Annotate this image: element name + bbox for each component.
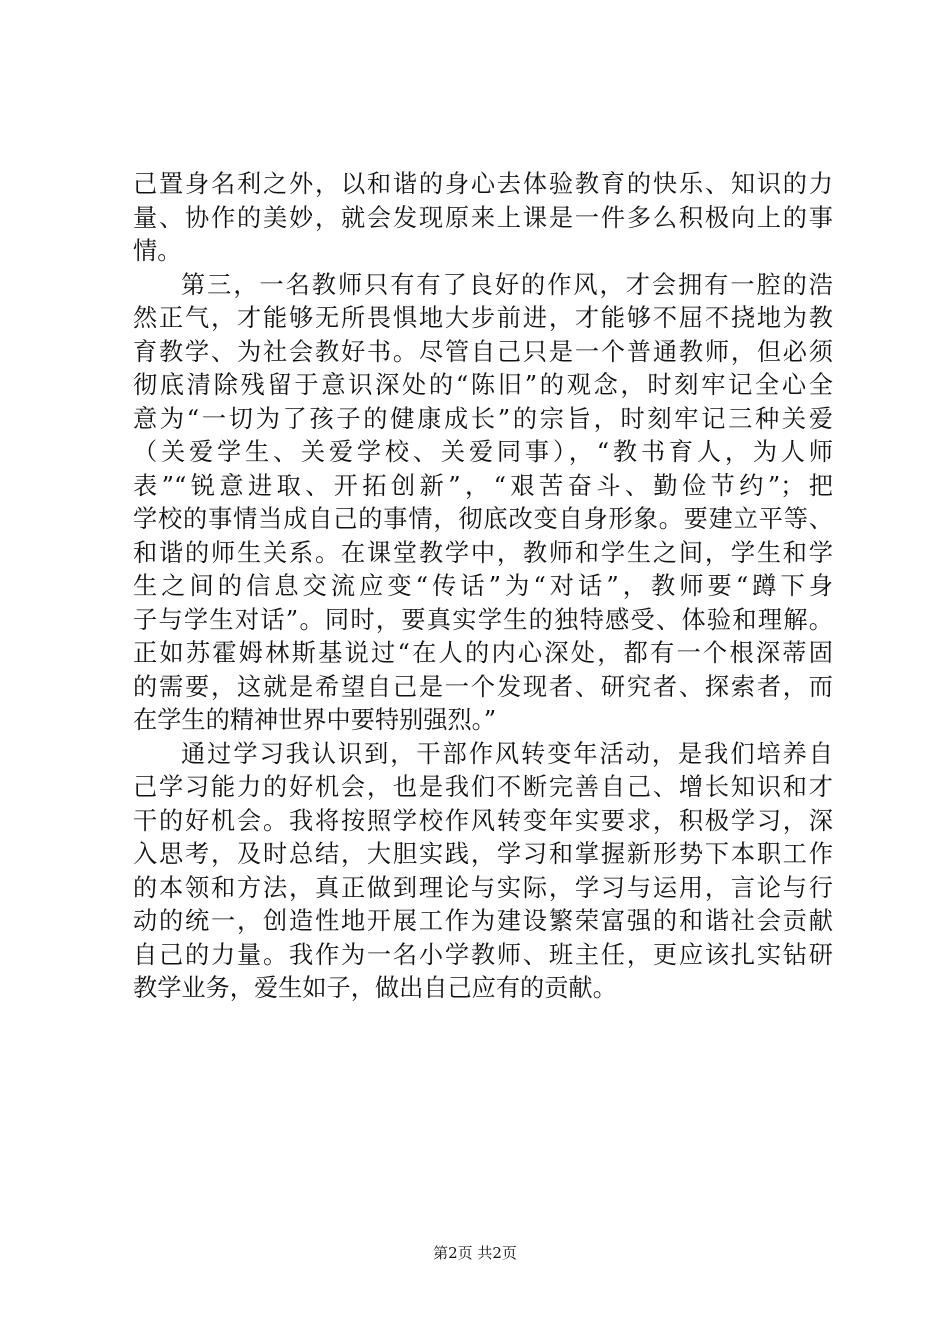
text-line: 和谐的师生关系。在课堂教学中，教师和学生之间，学生和学: [133, 538, 833, 567]
text-line: 量、协作的美妙，就会发现原来上课是一件多么积极向上的事: [133, 203, 833, 232]
text-line: 正如苏霍姆林斯基说过“在人的内心深处，都有一个根深蒂固: [133, 639, 833, 667]
text-line: 动的统一，创造性地开展工作为建设繁荣富强的和谐社会贡献: [133, 907, 833, 935]
text-line: （关爱学生、关爱学校、关爱同事），“教书育人，为人师: [133, 438, 833, 466]
text-line: 彻底清除残留于意识深处的“陈旧”的观念，时刻牢记全心全: [133, 371, 833, 399]
text-line: 在学生的精神世界中要特别强烈。”: [133, 706, 497, 734]
text-line: 的需要，这就是希望自己是一个发现者、研究者、探索者，而: [133, 672, 833, 701]
text-line: 情。: [133, 237, 182, 265]
text-line: 生之间的信息交流应变“传话”为“对话”，教师要“蹲下身: [133, 572, 833, 600]
page-number-footer: 第2页 共2页: [433, 1244, 517, 1262]
text-line: 己置身名利之外，以和谐的身心去体验教育的快乐、知识的力: [133, 170, 833, 198]
text-line: 己学习能力的好机会，也是我们不断完善自己、增长知识和才: [133, 773, 833, 801]
text-line: 教学业务，爱生如子，做出自己应有的贡献。: [133, 974, 617, 1002]
text-line: 干的好机会。我将按照学校作风转变年实要求，积极学习，深: [133, 806, 833, 835]
document-body: [133, 168, 833, 1006]
text-line: 自己的力量。我作为一名小学教师、班主任，更应该扎实钻研: [133, 940, 833, 969]
text-line: 子与学生对话”。同时，要真实学生的独特感受、体验和理解。: [133, 605, 833, 634]
paragraph-start-line: 第三，一名教师只有有了良好的作风，才会拥有一腔的浩: [181, 270, 833, 299]
text-line: 表”“锐意进取、开拓创新”，“艰苦奋斗、勤俭节约”；把: [133, 471, 833, 500]
text-line: 然正气，才能够无所畏惧地大步前进，才能够不屈不挠地为教: [133, 304, 833, 332]
text-line: 意为“一切为了孩子的健康成长”的宗旨，时刻牢记三种关爱: [133, 404, 833, 433]
paragraph-start-line: 通过学习我认识到，干部作风转变年活动，是我们培养自: [181, 739, 833, 768]
text-line: 学校的事情当成自己的事情，彻底改变自身形象。要建立平等、: [133, 505, 833, 533]
text-line: 育教学、为社会教好书。尽管自己只是一个普通教师，但必须: [133, 337, 833, 366]
text-line: 入思考，及时总结，大胆实践，学习和掌握新形势下本职工作: [133, 840, 833, 868]
text-line: 的本领和方法，真正做到理论与实际，学习与运用，言论与行: [133, 873, 833, 902]
